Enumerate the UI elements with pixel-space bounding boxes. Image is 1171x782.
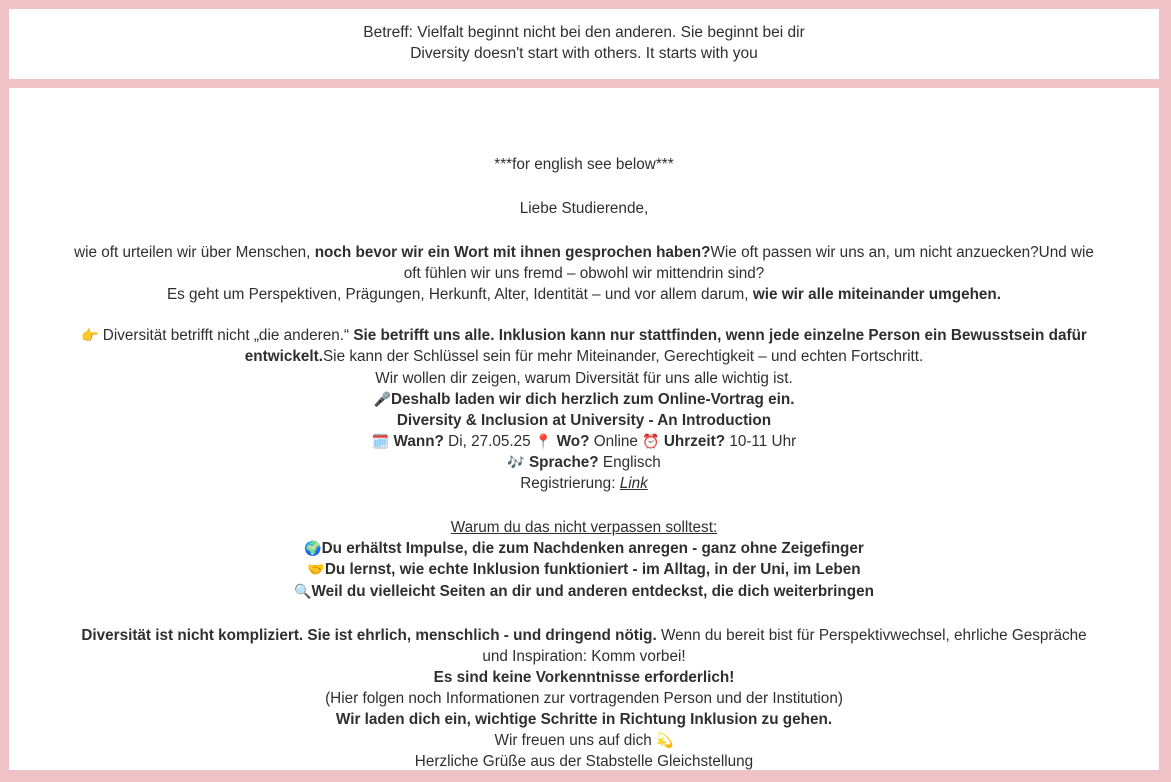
where-label: Wo?: [556, 432, 590, 450]
email-body-panel: [9, 88, 1159, 770]
registration-link[interactable]: Link: [619, 475, 648, 493]
dizzy-star-icon: 💫: [656, 733, 674, 750]
when-value: Di, 27.05.25: [448, 432, 531, 450]
spacer-before-closing: [31, 602, 1137, 625]
registration-label: Registrierung:: [520, 475, 616, 493]
calendar-icon: 🗓️: [371, 433, 390, 450]
event-details-row: [31, 431, 1137, 452]
reason-item-3-text: Weil du vielleicht Seiten an dir und anderen entdeckst, die dich weiterbringen: [311, 582, 874, 600]
intro-part3: Wie oft passen wir uns an, um nicht anzuecken?Und wie oft fühlen wir uns fremd – obwohl wir mittendrin sind?: [403, 243, 1094, 283]
subject-line-en: Diversity doesn't start with others. It starts with you: [410, 45, 758, 63]
reason-item-3: [31, 581, 1137, 602]
intro-paragraph: [31, 242, 1137, 284]
subject-panel: [9, 9, 1159, 79]
invitation-line: [31, 709, 1137, 730]
intro-line2-part1: Es geht um Perspektiven, Prägungen, Herkunft, Alter, Identität – und vor allem darum,: [166, 286, 753, 304]
look-forward-line: [31, 730, 1137, 751]
spacer-after-notice: [31, 175, 1137, 198]
handshake-icon: 🤝: [307, 562, 325, 579]
regards-line: Herzliche Grüße aus der Stabstelle Gleichstellung: [414, 753, 754, 770]
intro-paragraph-2: [31, 284, 1137, 305]
alarm-clock-icon: ⏰: [642, 433, 660, 450]
placeholder-note: (Hier folgen noch Informationen zur vortragenden Person und der Institution): [325, 689, 843, 707]
reasons-heading-text: Warum du das nicht verpassen solltest:: [450, 519, 718, 537]
email-body-content: [31, 110, 1137, 770]
diversity-part2: Sie kann der Schlüssel sein für mehr Miteinander, Gerechtigkeit – und echten Fortschritt.: [322, 348, 924, 366]
english-notice: ***for english see below***: [494, 155, 674, 173]
musical-notes-icon: 🎶: [507, 454, 525, 471]
microphone-icon: 🎤: [373, 391, 391, 408]
time-value: 10-11 Uhr: [729, 432, 797, 450]
spacer-after-intro: [31, 305, 1137, 325]
look-forward-text: Wir freuen uns auf dich: [494, 732, 652, 750]
intro-bold: noch bevor wir ein Wort mit ihnen gesprochen haben?: [314, 243, 711, 261]
reasons-heading: [31, 517, 1137, 538]
diversity-bold: Sie betrifft uns alle. Inklusion kann nur stattfinden, wenn jede einzelne Person ein Bewusstsein dafür entwickelt.: [244, 327, 1087, 366]
closing-bold: Diversität ist nicht kompliziert. Sie ist ehrlich, menschlich - und dringend nötig.: [81, 626, 657, 644]
reason-item-2: [31, 559, 1137, 580]
when-label: Wann?: [393, 432, 444, 450]
spacer-after-salutation: [31, 219, 1137, 242]
location-pin-icon: 📍: [534, 433, 553, 450]
globe-icon: 🌍: [304, 541, 322, 558]
no-prerequisites-text: Es sind keine Vorkenntnisse erforderlich!: [433, 668, 735, 686]
reason-item-2-text: Du lernst, wie echte Inklusion funktioniert - im Alltag, in der Uni, im Leben: [324, 561, 861, 579]
language-label: Sprache?: [528, 453, 599, 471]
diversity-part1: Diversität betrifft nicht „die anderen.“: [98, 327, 350, 345]
registration-row: [31, 473, 1137, 494]
reason-item-1-text: Du erhältst Impulse, die zum Nachdenken anregen - ganz ohne Zeigefinger: [321, 540, 864, 558]
talk-title: [31, 410, 1137, 431]
time-label: Uhrzeit?: [663, 432, 726, 450]
invite-bold: Deshalb laden wir dich herzlich zum Online-Vortrag ein.: [390, 390, 795, 408]
language-value: Englisch: [602, 453, 661, 471]
where-value: Online: [593, 432, 638, 450]
talk-title-text: Diversity & Inclusion at University - An Introduction: [396, 411, 772, 429]
spacer-before-reasons: [31, 494, 1137, 517]
intro-line2-bold: wie wir alle miteinander umgehen.: [752, 286, 1002, 304]
no-prerequisites-line: [31, 667, 1137, 688]
subject-line-de: Betreff: Vielfalt beginnt nicht bei den anderen. Sie beginnt bei dir: [363, 24, 805, 41]
closing-rest: Wenn du bereit bist für Perspektivwechsel, ehrliche Gespräche und Inspiration: Komm vorbei!: [482, 626, 1087, 665]
diversity-paragraph: [31, 325, 1137, 367]
pointing-right-icon: 👉: [81, 328, 99, 345]
intro-part1: wie oft urteilen wir über Menschen,: [74, 243, 315, 261]
reason-item-1: [31, 538, 1137, 559]
salutation: Liebe Studierende,: [519, 199, 649, 217]
diversity-line3: Wir wollen dir zeigen, warum Diversität für uns alle wichtig ist.: [375, 369, 793, 387]
language-row: [31, 452, 1137, 473]
closing-paragraph: [31, 625, 1137, 667]
invite-line: [31, 389, 1137, 410]
spacer-top: [31, 110, 1137, 154]
invitation-text: Wir laden dich ein, wichtige Schritte in Richtung Inklusion zu gehen.: [335, 711, 833, 729]
magnifying-glass-icon: 🔍: [294, 583, 312, 600]
